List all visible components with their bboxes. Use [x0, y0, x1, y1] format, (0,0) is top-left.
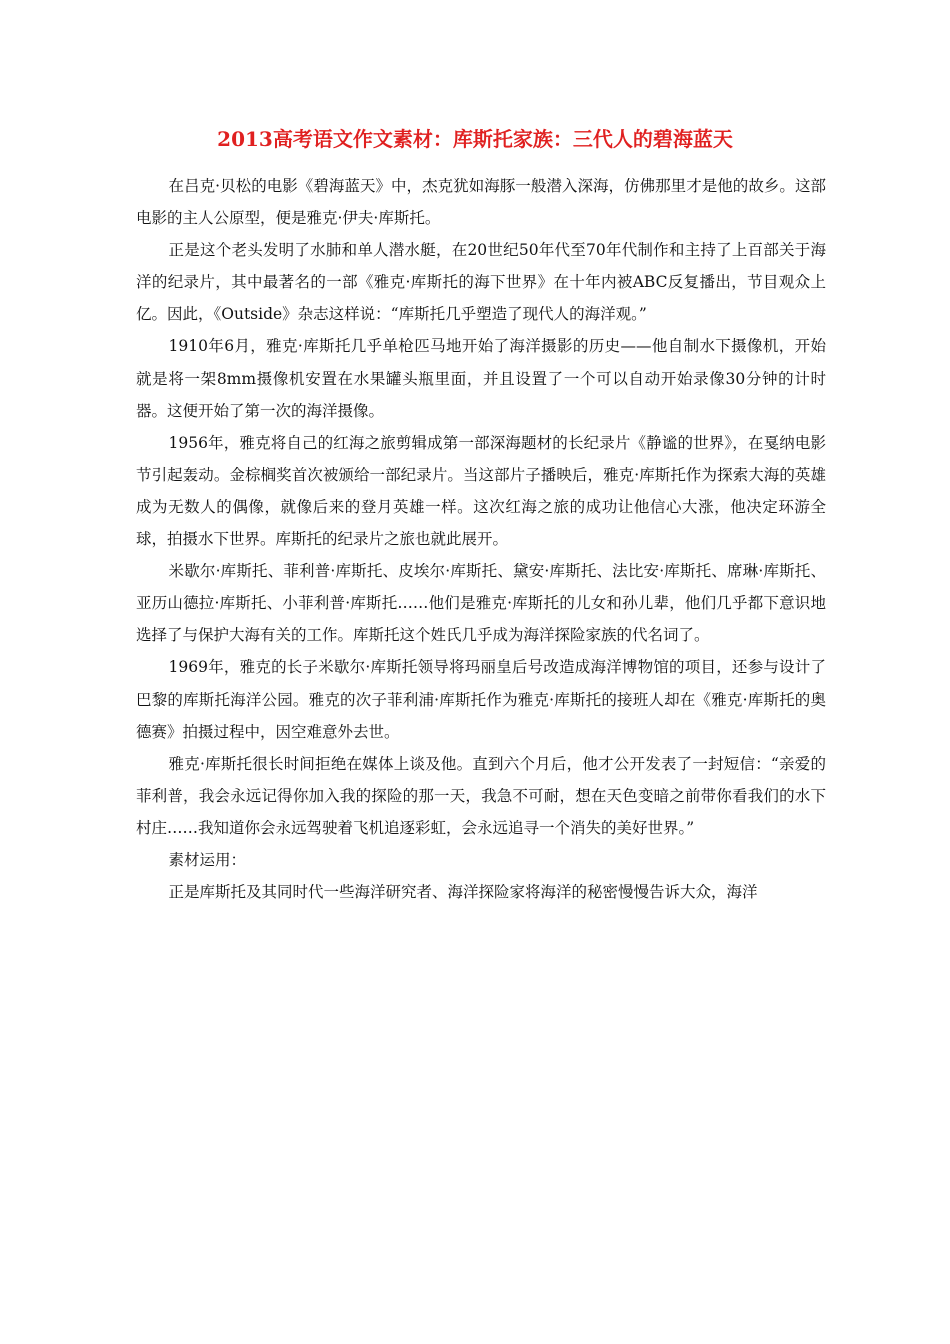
- paragraph-1956: 1956年，雅克将自己的红海之旅剪辑成第一部深海题材的长纪录片《静谧的世界》，在戛纳电影节引起轰动。金棕榈奖首次被颁给一部纪录片。当这部片子播映后，雅克·库斯托作为探索大海的英雄成为无数人的偶像，就像后来的登月英雄一样。这次红海之旅的成功让他信心大涨，他决定环游全球，拍摄水下世界。库斯托的纪录片之旅也就此展开。: [136, 433, 826, 549]
- document-title: 2013高考语文作文素材：库斯托家族：三代人的碧海蓝天: [217, 127, 733, 151]
- paragraph-intro: 在吕克·贝松的电影《碧海蓝天》中，杰克犹如海豚一般潜入深海，仿佛那里才是他的故乡。这部电影的主人公原型，便是雅克·伊夫·库斯托。: [136, 177, 826, 228]
- paragraph-letter: 雅克·库斯托很长时间拒绝在媒体上谈及他。直到六个月后，他才公开发表了一封短信：“亲爱的菲利普，我会永远记得你加入我的探险的那一天，我急不可耐，想在天色变暗之前带你看我们的水下村庄……我知道你会永远驾驶着飞机追逐彩虹，会永远追寻一个消失的美好世界。”: [136, 754, 826, 837]
- paragraph-material-heading: 素材运用：: [168, 850, 247, 869]
- document-body: [136, 170, 826, 908]
- paragraph-1969: 1969年，雅克的长子米歇尔·库斯托领导将玛丽皇后号改造成海洋博物馆的项目，还参与设计了巴黎的库斯托海洋公园。雅克的次子菲利浦·库斯托作为雅克·库斯托的接班人却在《雅克·库斯托的奥德赛》拍摄过程中，因空难意外去世。: [136, 658, 826, 741]
- paragraph-material-usage: 正是库斯托及其同时代一些海洋研究者、海洋探险家将海洋的秘密慢慢告诉大众，海洋: [168, 883, 758, 902]
- paragraph-1910: 1910年6月，雅克·库斯托几乎单枪匹马地开始了海洋摄影的历史——他自制水下摄像机，开始就是将一架8mm摄像机安置在水果罐头瓶里面，并且设置了一个可以自动开始录像30分钟的计时器。这便开始了第一次的海洋摄像。: [136, 337, 826, 420]
- paragraph-family: 米歇尔·库斯托、菲利普·库斯托、皮埃尔·库斯托、黛安·库斯托、法比安·库斯托、席琳·库斯托、亚历山德拉·库斯托、小菲利普·库斯托……他们是雅克·库斯托的儿女和孙儿辈，他们几乎都下意识地选择了与保护大海有关的工作。库斯托这个姓氏几乎成为海洋探险家族的代名词了。: [136, 562, 826, 645]
- paragraph-inventions: 正是这个老头发明了水肺和单人潜水艇，在20世纪50年代至70年代制作和主持了上百部关于海洋的纪录片，其中最著名的一部《雅克·库斯托的海下世界》在十年内被ABC反复播出，节目观众上亿。因此，《Outside》杂志这样说：“库斯托几乎塑造了现代人的海洋观。”: [136, 241, 826, 324]
